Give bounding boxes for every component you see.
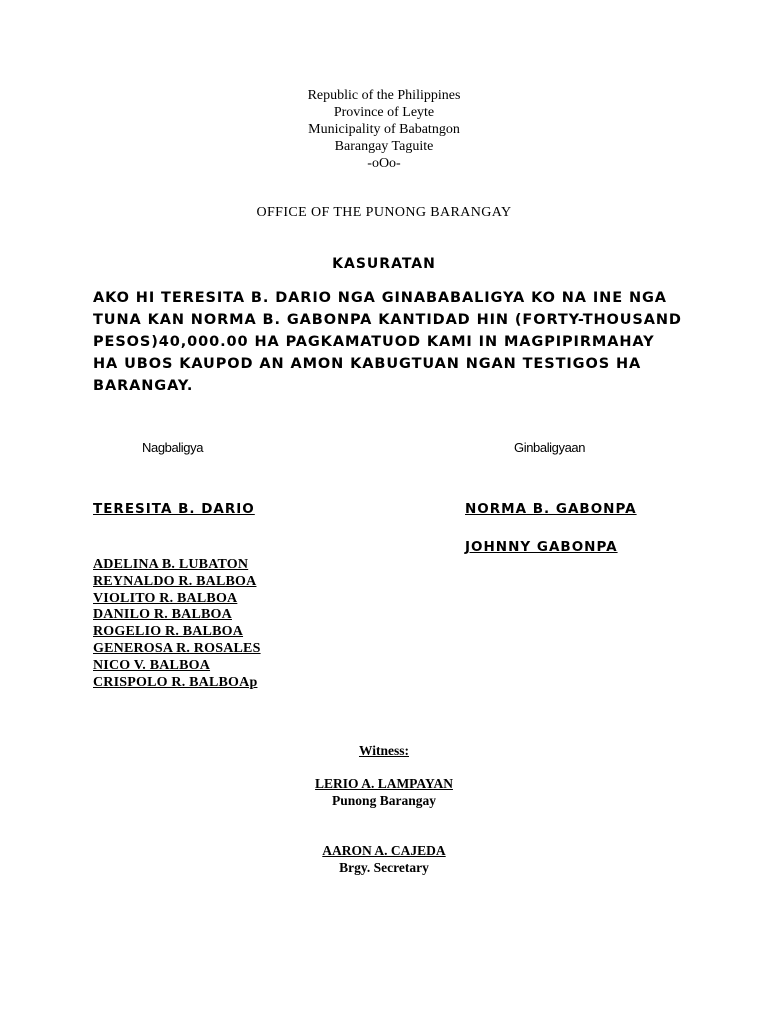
document-body: AKO HI TERESITA B. DARIO NGA GINABABALIGYA KO NA INE NGA TUNA KAN NORMA B. GABONPA KANTIDAD HIN (FORTY-THOUSAND PESOS)40,000.00 HA PAGKAMATUOD KAMI IN MAGPIPIRMAHAY HA UBOS KAUPOD AN AMON KABUGTUAN NGAN TESTIGOS HA BARANGAY. xyxy=(93,290,682,394)
buyer-label: Ginbaligyaan xyxy=(514,440,586,455)
witness-signatory xyxy=(0,842,768,876)
document-title: KASURATAN xyxy=(332,256,436,272)
office-title: OFFICE OF THE PUNONG BARANGAY xyxy=(256,205,512,220)
buyer-name: NORMA B. GABONPA xyxy=(465,501,637,517)
country-line: Republic of the Philippines xyxy=(307,88,461,103)
seller-label: Nagbaligya xyxy=(142,440,204,455)
heir-name: DANILO R. BALBOA xyxy=(93,607,232,623)
witness-title: Punong Barangay xyxy=(332,793,436,808)
witness-name: LERIO A. LAMPAYAN xyxy=(315,776,453,791)
buyer-name: JOHNNY GABONPA xyxy=(465,539,618,555)
seller-name: TERESITA B. DARIO xyxy=(93,501,255,517)
heir-name: ROGELIO R. BALBOA xyxy=(93,624,244,640)
witness-title: Brgy. Secretary xyxy=(339,860,429,875)
heir-name: ADELINA B. LUBATON xyxy=(93,557,249,572)
heir-name: CRISPOLO R. BALBOAp xyxy=(93,674,258,690)
heir-name: GENEROSA R. ROSALES xyxy=(93,640,261,656)
letterhead xyxy=(0,87,768,172)
witness-signatory xyxy=(0,775,768,809)
ornament-line: -oOo- xyxy=(367,156,401,171)
heir-name: REYNALDO R. BALBOA xyxy=(93,573,257,589)
heir-name: VIOLITO R. BALBOA xyxy=(93,590,238,606)
heir-name: NICO V. BALBOA xyxy=(93,657,211,673)
municipality-line: Municipality of Babatngon xyxy=(308,122,460,137)
witness-heading: Witness: xyxy=(358,743,409,758)
witness-name: AARON A. CAJEDA xyxy=(322,843,446,858)
barangay-line: Barangay Taguite xyxy=(334,139,434,154)
heirs-list xyxy=(93,557,261,691)
province-line: Province of Leyte xyxy=(333,105,435,120)
